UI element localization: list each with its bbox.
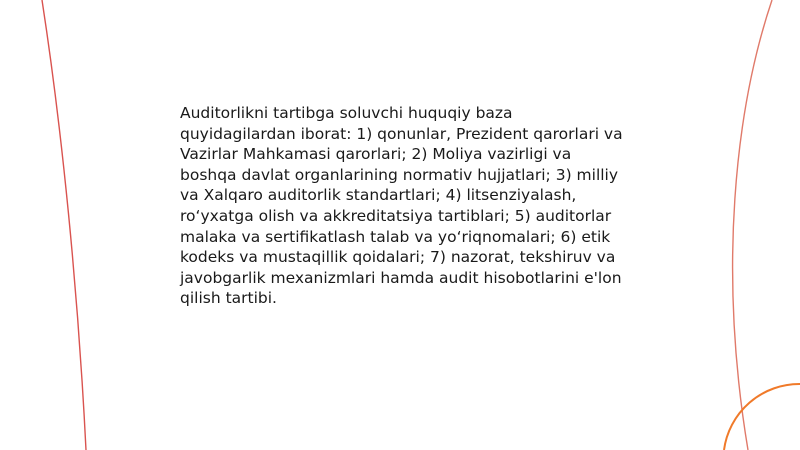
right-arc-line: [733, 0, 772, 450]
slide-body-text: Auditorlikni tartibga soluvchi huquqiy baza quyidagilardan iborat: 1) qonunlar, Prezident qarorlari va Vazirlar Mahkamasi qarorlari; 2) Moliya vazirligi va boshqa davlat organlarining normativ hujjatlari; 3) milliy va Xalqaro auditorlik standartlari; 4) litsenziyalash, ro‘yxatga olish va akkreditatsiya tartiblari; 5) auditorlar malaka va sertifikatlash talab va yo‘riqnomalari; 6) etik kodeks va mustaqillik qoidalari; 7) nazorat, tekshiruv va javobgarlik mexanizmlari hamda audit hisobotlarini e'lon qilish tartibi.: [180, 104, 623, 308]
left-arc-line: [42, 0, 86, 450]
orange-circle-arc: [724, 384, 800, 450]
